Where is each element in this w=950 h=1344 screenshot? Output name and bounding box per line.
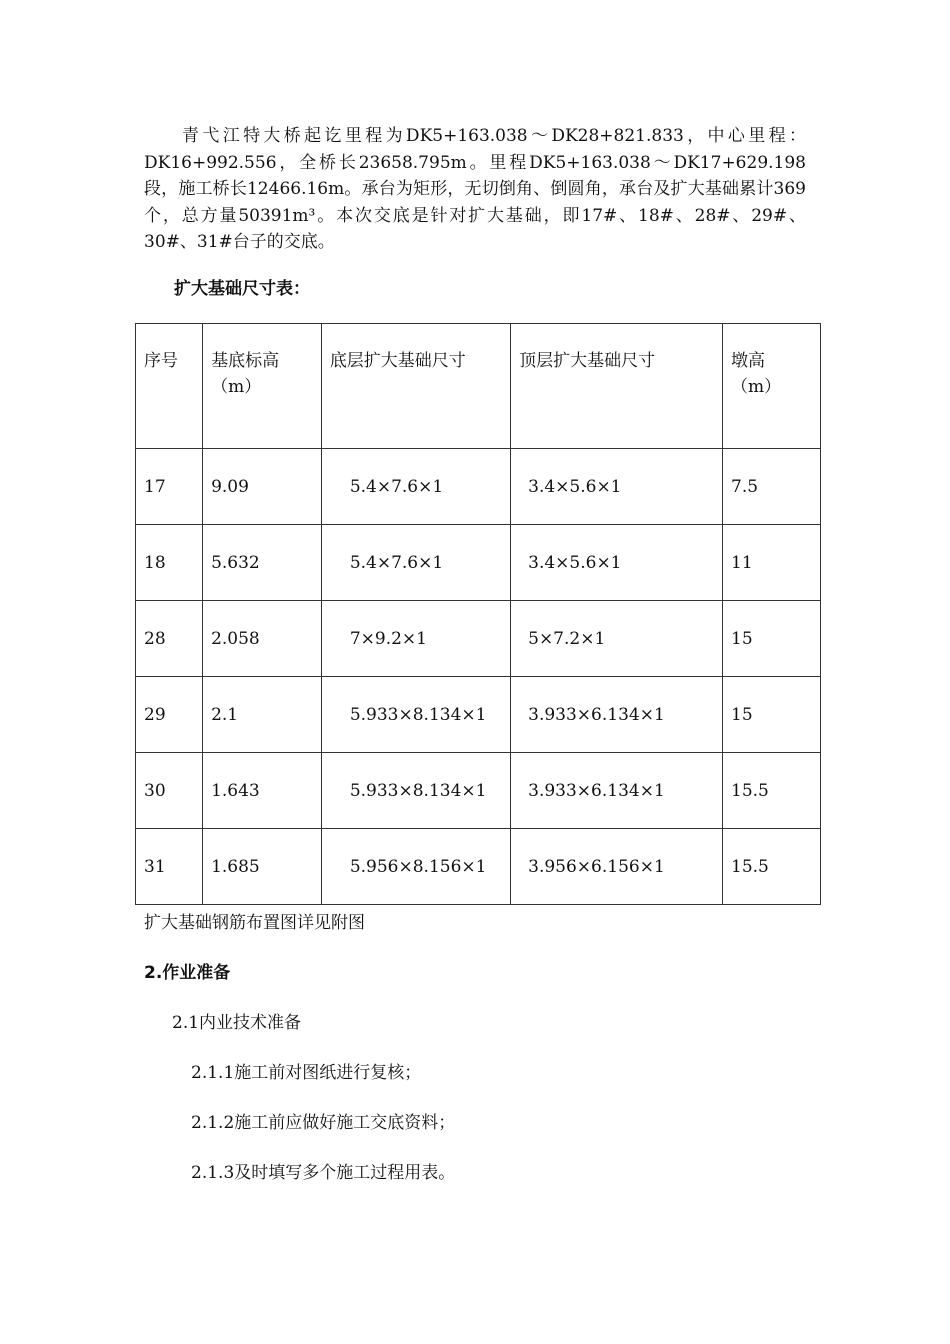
cell-no: 30 bbox=[136, 753, 203, 829]
cell-bottom-dims: 5.933×8.134×1 bbox=[321, 753, 510, 829]
cell-pier-height: 11 bbox=[723, 525, 821, 601]
cell-elevation: 2.1 bbox=[203, 677, 322, 753]
table-row bbox=[136, 829, 821, 905]
cell-no: 29 bbox=[136, 677, 203, 753]
cell-bottom-dims: 5.956×8.156×1 bbox=[321, 829, 510, 905]
section-heading: 2.作业准备 bbox=[144, 963, 231, 983]
table-row bbox=[136, 525, 821, 601]
cell-no: 31 bbox=[136, 829, 203, 905]
cell-top-dims: 3.933×6.134×1 bbox=[511, 677, 723, 753]
cell-bottom-dims: 5.933×8.134×1 bbox=[321, 677, 510, 753]
cell-top-dims: 3.4×5.6×1 bbox=[511, 525, 723, 601]
cell-elevation: 9.09 bbox=[203, 449, 322, 525]
intro-section bbox=[144, 123, 806, 256]
intro-paragraph: 青弋江特大桥起讫里程为DK5+163.038～DK28+821.833，中心里程：DK16+992.556，全桥长23658.795m。里程DK5+163.038～DK17+629.198段，施工桥长12466.16m。承台为矩形，无切倒角、倒圆角，承台及扩大基础累计369个，总方量50391m³。本次交底是针对扩大基础，即17#、18#、28#、29#、30#、31#台子的交底。 bbox=[144, 126, 806, 252]
table-row bbox=[136, 601, 821, 677]
header-pier-height: 墩高 （m） bbox=[723, 324, 821, 449]
cell-pier-height: 15.5 bbox=[723, 829, 821, 905]
cell-top-dims: 3.933×6.134×1 bbox=[511, 753, 723, 829]
cell-no: 17 bbox=[136, 449, 203, 525]
cell-elevation: 1.643 bbox=[203, 753, 322, 829]
cell-elevation: 5.632 bbox=[203, 525, 322, 601]
header-top-dimensions: 顶层扩大基础尺寸 bbox=[511, 324, 723, 449]
table-row bbox=[136, 753, 821, 829]
cell-bottom-dims: 5.4×7.6×1 bbox=[321, 525, 510, 601]
list-item: 2.1.1施工前对图纸进行复核； bbox=[191, 1063, 422, 1083]
table-header-row bbox=[136, 324, 821, 449]
cell-no: 18 bbox=[136, 525, 203, 601]
cell-pier-height: 7.5 bbox=[723, 449, 821, 525]
list-item: 2.1.2施工前应做好施工交底资料； bbox=[191, 1113, 456, 1133]
table-row bbox=[136, 677, 821, 753]
cell-pier-height: 15 bbox=[723, 601, 821, 677]
header-base-elevation: 基底标高 （m） bbox=[203, 324, 322, 449]
table-title: 扩大基础尺寸表： bbox=[174, 279, 310, 299]
cell-bottom-dims: 7×9.2×1 bbox=[321, 601, 510, 677]
list-item: 2.1.3及时填写多个施工过程用表。 bbox=[191, 1163, 456, 1183]
cell-pier-height: 15.5 bbox=[723, 753, 821, 829]
header-bottom-dimensions: 底层扩大基础尺寸 bbox=[321, 324, 510, 449]
cell-top-dims: 5×7.2×1 bbox=[511, 601, 723, 677]
table-row bbox=[136, 449, 821, 525]
drawing-note: 扩大基础钢筋布置图详见附图 bbox=[144, 913, 365, 933]
foundation-dimensions-table bbox=[135, 323, 821, 905]
cell-bottom-dims: 5.4×7.6×1 bbox=[321, 449, 510, 525]
cell-top-dims: 3.956×6.156×1 bbox=[511, 829, 723, 905]
cell-elevation: 1.685 bbox=[203, 829, 322, 905]
cell-no: 28 bbox=[136, 601, 203, 677]
cell-elevation: 2.058 bbox=[203, 601, 322, 677]
cell-pier-height: 15 bbox=[723, 677, 821, 753]
cell-top-dims: 3.4×5.6×1 bbox=[511, 449, 723, 525]
header-no: 序号 bbox=[136, 324, 203, 449]
subsection-heading: 2.1内业技术准备 bbox=[172, 1013, 302, 1033]
